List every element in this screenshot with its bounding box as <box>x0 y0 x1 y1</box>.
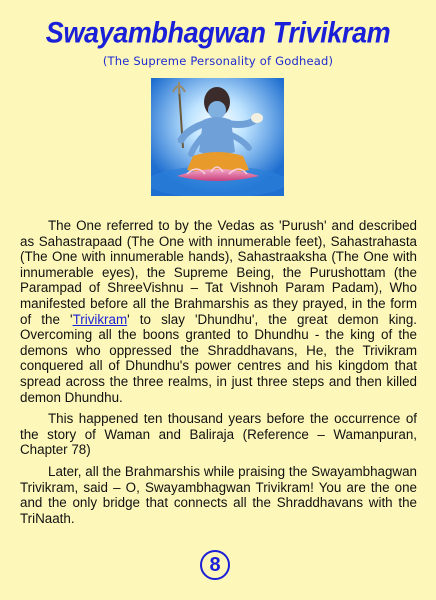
page-title: Swayambhagwan Trivikram <box>45 16 391 50</box>
deity-illustration <box>151 78 284 196</box>
trivikram-link[interactable]: Trivikram <box>72 311 128 327</box>
paragraph-2: This happened ten thousand years before the occurrence of the story of Waman and Baliraja (Reference – Wamanpuran, Chapter 78) <box>20 411 417 458</box>
page-subtitle: (The Supreme Personality of Godhead) <box>102 54 334 68</box>
page-number-badge: 8 <box>200 550 230 580</box>
paragraph-1: The One referred to by the Vedas as 'Purush' and described as Sahastrapaad (The One with innumerable feet), Sahastrahasta (The One with innumerable hands), Sahastraaksha (The One with innumerable eyes), the Supreme Being, the Purushottam (the Parampad of ShreeVishnu – Tat Vishnoh Param Padam), Who manifested before all the Brahmarshis as they prayed, in the form of the 'Trivikram' to slay 'Dhundhu', the great demon king. Overcoming all the boons granted to Dhundhu - the king of the demons who oppressed the Shraddhavans, He, the Trivikram conquered all of Dhundhu's power centres and his kingdom that spread across the three realms, in just three steps and then killed demon Dhundhu. <box>20 218 418 405</box>
deity-illustration-icon <box>151 78 284 196</box>
paragraph-3: Later, all the Brahmarshis while praising the Swayambhagwan Trivikram, said – O, Swayambhagwan Trivikram! You are the one and the only bridge that connects all the Shraddhavans with the TriNaath. <box>20 463 417 526</box>
body-text <box>20 218 417 532</box>
